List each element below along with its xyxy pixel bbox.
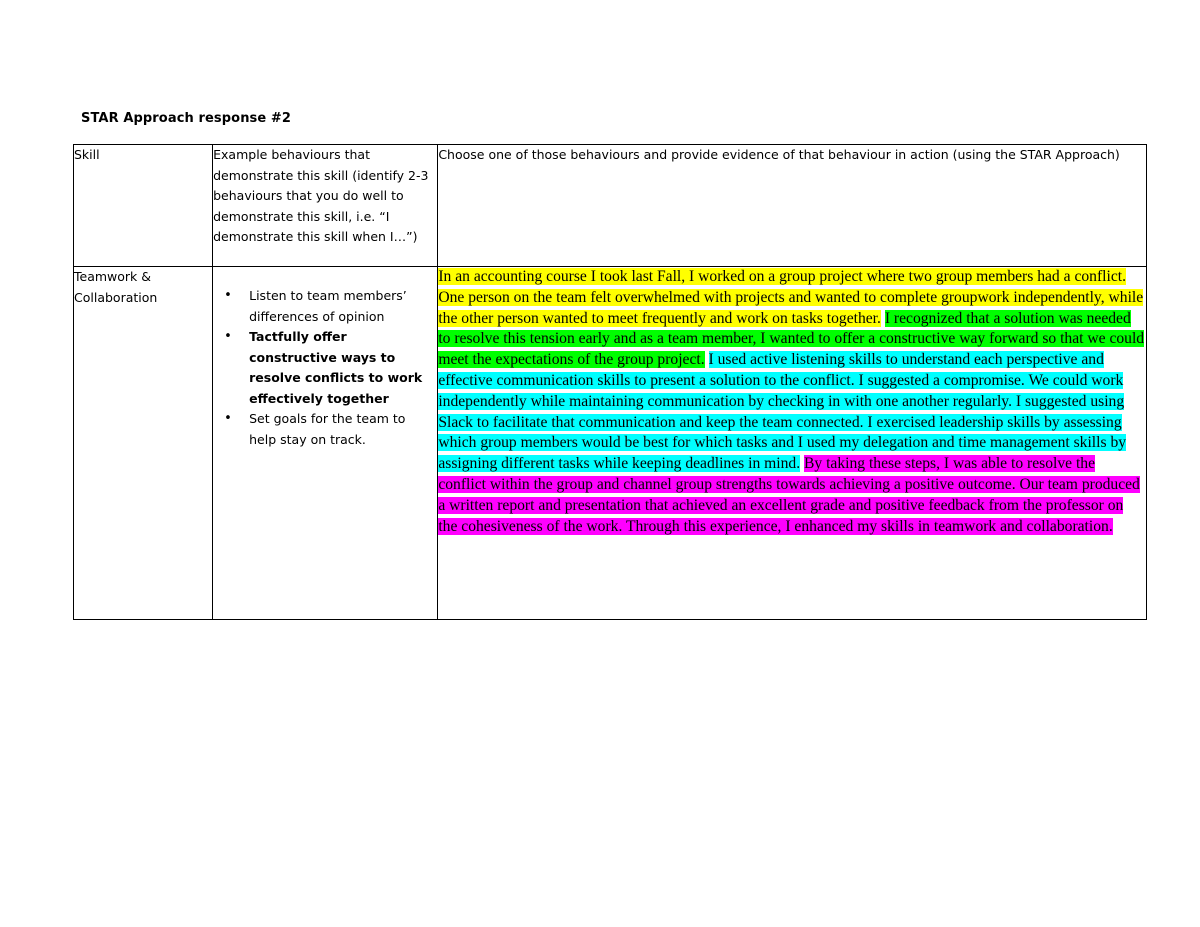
- table-header-row: [74, 145, 1147, 267]
- header-skill: Skill: [74, 145, 213, 267]
- behaviours-list: [213, 267, 437, 450]
- behaviour-item: [224, 409, 431, 450]
- bullet-icon: •: [224, 411, 232, 426]
- star-evidence-cell: [438, 267, 1147, 620]
- star-action: I used active listening skills to understand each perspective and effective communication skills to present a solution to the conflict. I suggested a compromise. We could work independently while maintaining communication by checking in with one another regularly. I suggested using Slack to facilitate that communication and keep the team connected. I exercised leadership skills by assessing which group members would be best for which tasks and I used my delegation and time management skills by assigning different tasks while keeping deadlines in mind.: [438, 351, 1127, 473]
- skill-cell: Teamwork & Collaboration: [74, 267, 213, 620]
- behaviour-text: Set goals for the team to help stay on track.: [249, 411, 406, 447]
- document-title: STAR Approach response #2: [81, 111, 292, 126]
- star-result: By taking these steps, I was able to resolve the conflict within the group and channel group strengths towards achieving a positive outcome. Our team produced a written report and presentation that achieved an excellent grade and positive feedback from the professor on the cohesiveness of the work. Through this experience, I enhanced my skills in teamwork and collaboration.: [438, 455, 1140, 535]
- table-row: [74, 267, 1147, 620]
- bullet-icon: •: [224, 329, 232, 344]
- header-evidence: Choose one of those behaviours and provide evidence of that behaviour in action (using the STAR Approach): [438, 145, 1147, 267]
- star-task: I recognized that a solution was needed to resolve this tension early and as a team member, I wanted to offer a constructive way forward so that we could meet the expectations of the group project.: [438, 309, 1145, 369]
- behaviour-item: [224, 327, 431, 409]
- behaviour-item: [224, 286, 431, 327]
- behaviours-cell: [213, 267, 438, 620]
- bullet-icon: •: [224, 288, 232, 303]
- star-table: [73, 144, 1147, 620]
- behaviour-text: Tactfully offer constructive ways to resolve conflicts to work effectively together: [249, 329, 423, 406]
- header-behaviours: Example behaviours that demonstrate this skill (identify 2-3 behaviours that you do well to demonstrate this skill, i.e. “I demonstrate this skill when I…”): [213, 145, 438, 267]
- behaviour-text: Listen to team members’ differences of opinion: [249, 288, 407, 324]
- star-situation: In an accounting course I took last Fall, I worked on a group project where two group members had a conflict. One person on the team felt overwhelmed with projects and wanted to complete groupwork independently, while the other person wanted to meet frequently and work on tasks together.: [438, 268, 1144, 327]
